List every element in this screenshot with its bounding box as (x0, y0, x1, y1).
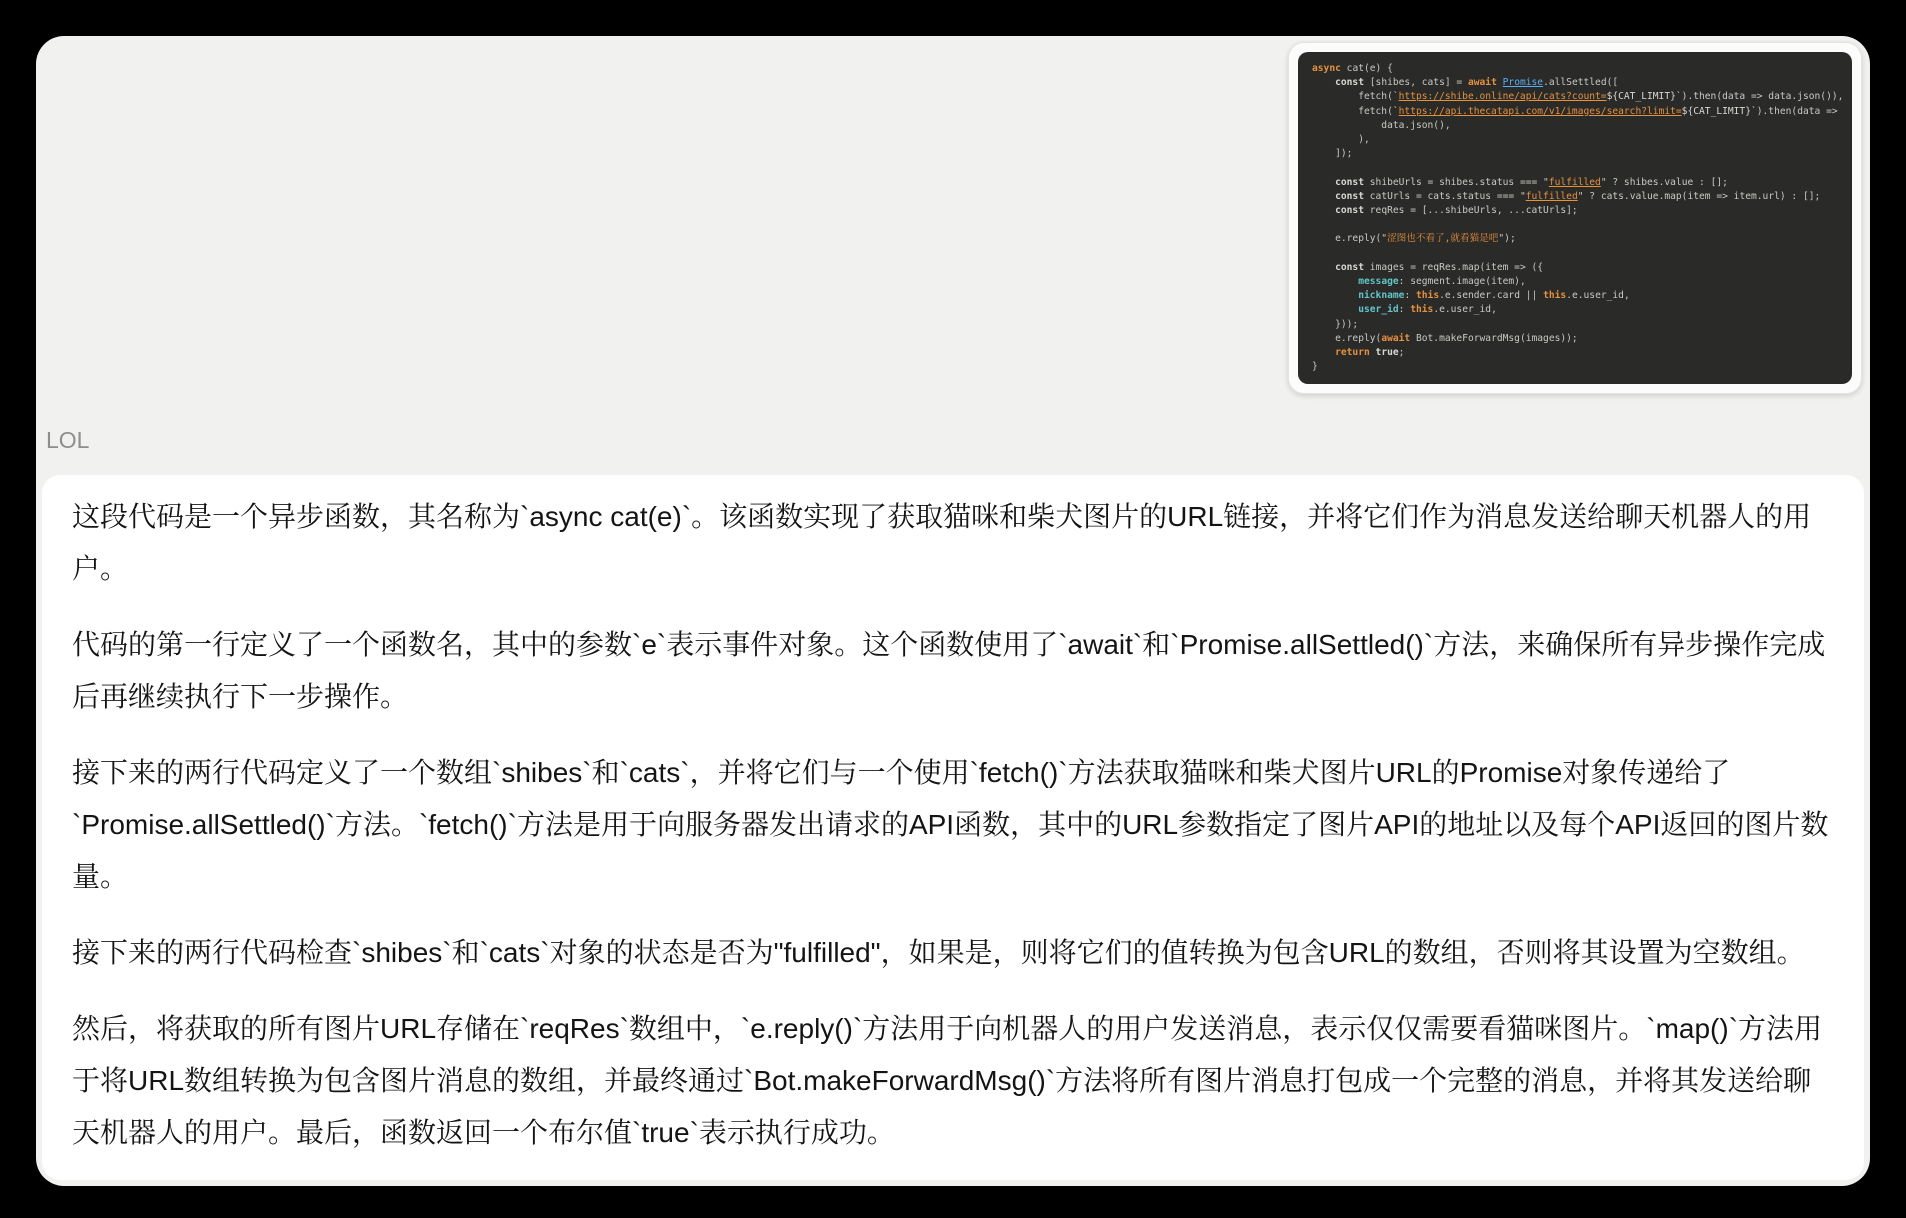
code-image-attachment[interactable] (1288, 42, 1862, 394)
assistant-paragraph: 然后，将获取的所有图片URL存储在`reqRes`数组中，`e.reply()`方法用于向机器人的用户发送消息，表示仅仅需要看猫咪图片。`map()`方法用于将URL数组转换为包含图片消息的数组，并最终通过`Bot.makeForwardMsg()`方法将所有图片消息打包成一个完整的消息，并将其发送给聊天机器人的用户。最后，函数返回一个布尔值`true`表示执行成功。 (72, 1013, 1823, 1148)
code-line: const catUrls = cats.status === "fulfilled" ? cats.value.map(item => item.url) : []; (1335, 190, 1821, 202)
code-screenshot (1298, 52, 1852, 384)
code-line: fetch(`https://api.thecatapi.com/v1/images/search?limit=${CAT_LIMIT}`).then(data => (1312, 105, 1838, 117)
code-line: async cat(e) { (1312, 63, 1393, 74)
user-message-label: LOL (46, 427, 90, 453)
code-line (1312, 161, 1844, 175)
assistant-paragraph: 接下来的两行代码检查`shibes`和`cats`对象的状态是否为"fulfilled"，如果是，则将它们的值转换为包含URL的数组，否则将其设置为空数组。 (72, 937, 1805, 968)
code-line: ), (1312, 134, 1370, 146)
code-line: data.json(), (1312, 119, 1451, 131)
code-line: return true; (1335, 347, 1405, 359)
code-line: const [shibes, cats] = await Promise.allSettled([ (1335, 77, 1619, 89)
code-line: message: segment.image(item), (1358, 276, 1526, 288)
code-line: const images = reqRes.map(item => ({ (1335, 261, 1544, 273)
code-line: user_id: this.e.user_id, (1358, 304, 1497, 316)
code-line: ]); (1312, 148, 1353, 160)
code-line (1312, 247, 1844, 261)
code-line: fetch(`https://shibe.online/api/cats?count=${CAT_LIMIT}`).then(data => data.json()), (1312, 91, 1844, 103)
assistant-paragraph: 这段代码是一个异步函数，其名称为`async cat(e)`。该函数实现了获取猫咪和柴犬图片的URL链接，并将它们作为消息发送给聊天机器人的用户。 (72, 501, 1812, 584)
code-line: e.reply("涩图也不看了,就看猫是吧"); (1312, 233, 1516, 245)
assistant-message-bubble (42, 475, 1864, 1180)
code-line: } (1312, 361, 1318, 373)
code-line: e.reply(await Bot.makeForwardMsg(images)); (1312, 332, 1578, 344)
code-line: nickname: this.e.sender.card || this.e.user_id, (1358, 290, 1630, 302)
code-line (1312, 218, 1844, 232)
assistant-paragraph: 接下来的两行代码定义了一个数组`shibes`和`cats`，并将它们与一个使用`fetch()`方法获取猫咪和柴犬图片URL的Promise对象传递给了`Promise.allSettled()`方法。`fetch()`方法是用于向服务器发出请求的API函数，其中的URL参数指定了图片API的地址以及每个API返回的图片数量。 (72, 757, 1829, 892)
assistant-paragraph: 代码的第一行定义了一个函数名，其中的参数`e`表示事件对象。这个函数使用了`await`和`Promise.allSettled()`方法，来确保所有异步操作完成后再继续执行下一步操作。 (72, 629, 1826, 712)
code-line: const reqRes = [...shibeUrls, ...catUrls]; (1335, 205, 1578, 217)
code-line: const shibeUrls = shibes.status === "fulfilled" ? shibes.value : []; (1335, 176, 1728, 188)
code-line: })); (1312, 318, 1359, 330)
chat-card (36, 36, 1870, 1186)
